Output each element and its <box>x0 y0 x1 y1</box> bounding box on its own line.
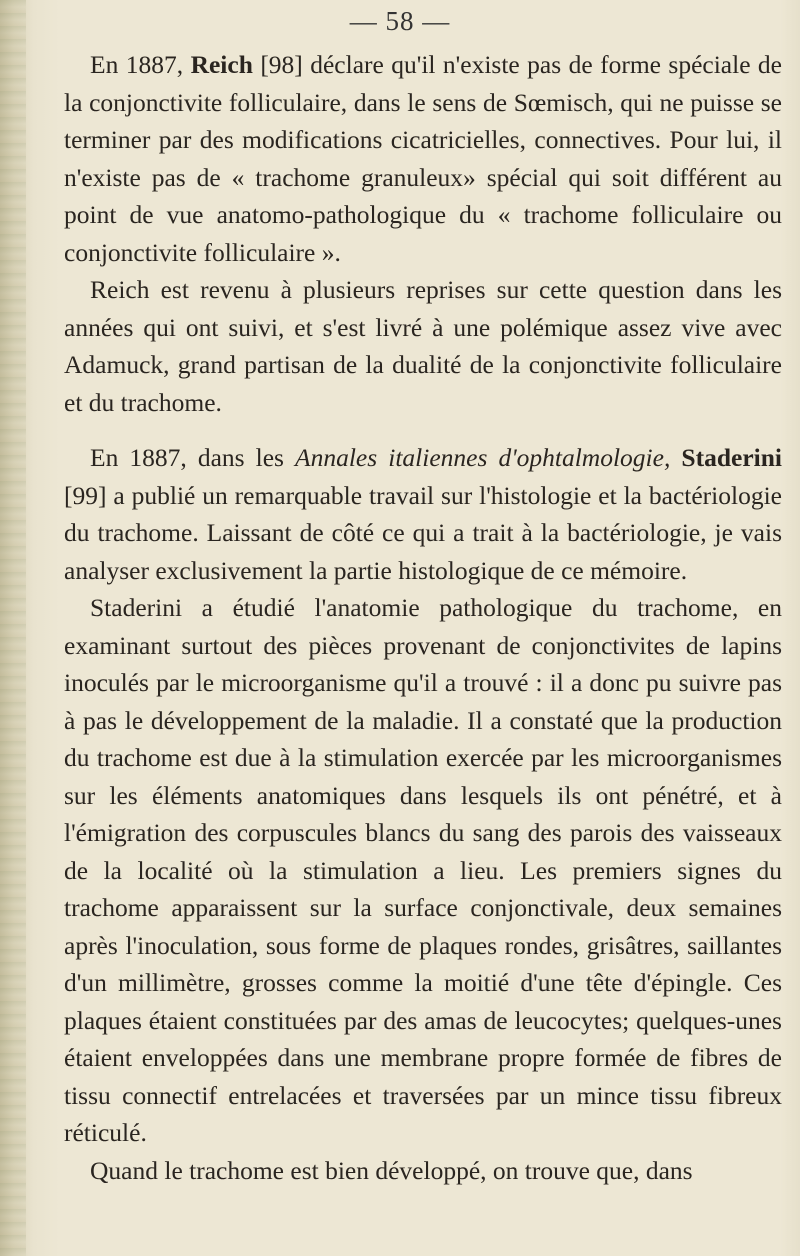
page-binding-edge <box>0 0 26 1256</box>
author-name: Reich <box>190 50 253 79</box>
paragraph <box>64 1152 782 1190</box>
paragraph <box>64 46 782 271</box>
italic-citation: Annales italiennes d'ophtalmologie, <box>295 443 671 472</box>
body-text <box>64 46 782 1189</box>
author-name: Staderini <box>681 443 782 472</box>
page-number: — 58 — <box>349 6 451 36</box>
paragraph <box>64 589 782 1152</box>
paragraph-text: [98] déclare qu'il n'existe pas de forme spéciale de la conjonctivite folliculaire, dans le sens de Sœmisch, qui ne puisse se terminer par des modifications cicatricielles, connectives. Pour lui, il n'existe pas de « trachome granuleux» spécial qui soit différent au point de vue anatomo-pathologique du « trachome folliculaire ou conjonctivite folliculaire ». <box>64 50 782 267</box>
paragraph-text <box>670 443 681 472</box>
paragraph-text: Quand le trachome est bien développé, on trouve que, dans <box>90 1155 693 1185</box>
paragraph <box>64 271 782 421</box>
paragraph-text: En 1887, <box>90 50 191 79</box>
paragraph-text: Staderini a étudié l'anatomie pathologique du trachome, en examinant surtout des pièces provenant de conjonctivites de lapins inoculés par le microorganisme qu'il a trouvé : il a donc pu suivre pas à pas le développement de la maladie. Il a constaté que la production du trachome est due à la stimulation exercée par les microorganismes sur les éléments anatomiques dans lesquels ils ont pénétré, et à l'émigration des corpuscules blancs du sang des parois des vaisseaux de la localité où la stimulation a lieu. Les premiers signes du trachome apparaissent sur la surface conjonctivale, deux semaines après l'inoculation, sous forme de plaques rondes, grisâtres, saillantes d'un millimètre, grosses comme la moitié d'une tête d'épingle. Ces plaques étaient constituées par des amas de leucocytes; quelques-unes étaient enveloppées dans une membrane propre formée de fibres de tissu connectif entrelacées et traversées par un mince tissu fibreux réticulé. <box>64 593 782 1147</box>
paragraph-text: Reich est revenu à plusieurs reprises sur cette question dans les années qui ont suivi, et s'est livré à une polémique assez vive avec Adamuck, grand partisan de la dualité de la conjonctivite folliculaire et du trachome. <box>64 275 782 417</box>
paragraph-text: [99] a publié un remarquable travail sur l'histologie et la bactériologie du trachome. Laissant de côté ce qui a trait à la bactériologie, je vais analyser exclusivement la partie histologique de ce mémoire. <box>64 480 782 585</box>
paragraph <box>64 439 782 589</box>
paragraph-text: En 1887, dans les <box>90 443 296 472</box>
